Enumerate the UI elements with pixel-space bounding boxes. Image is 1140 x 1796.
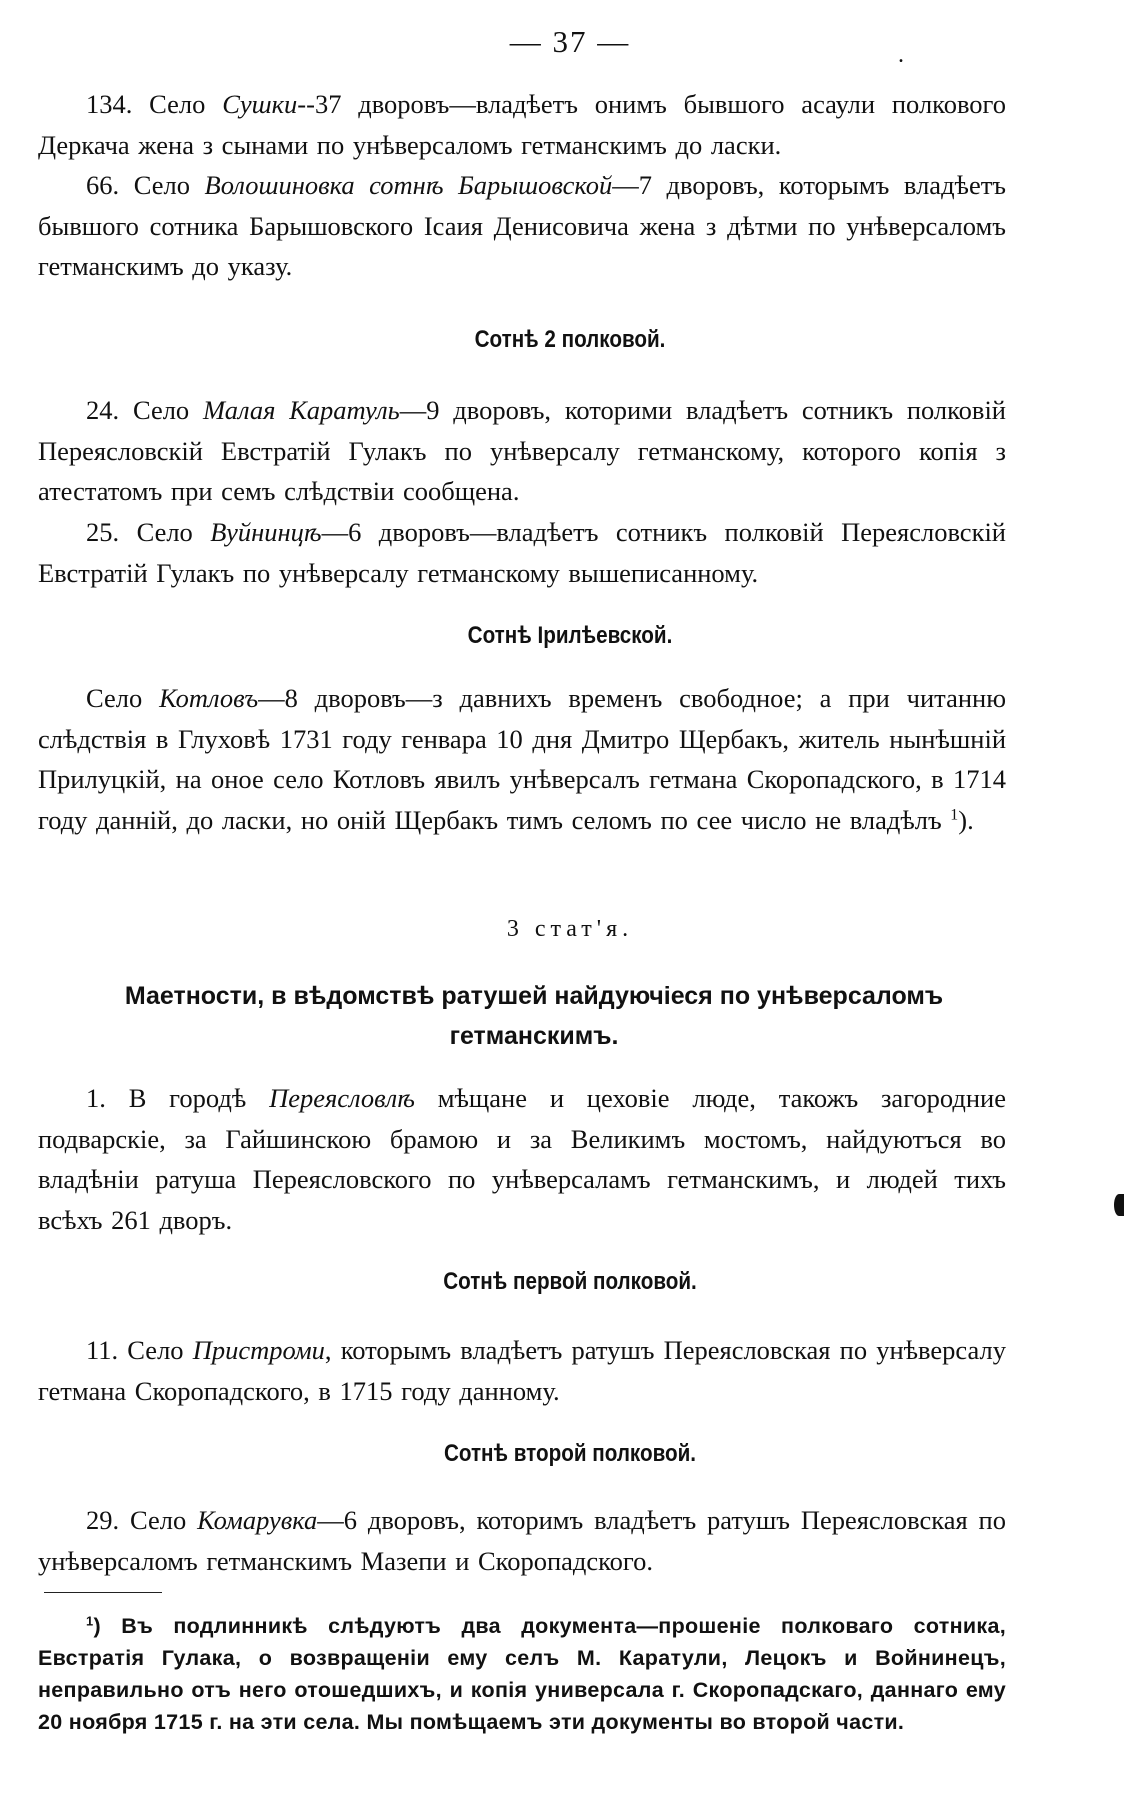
entry-text: , которымъ владѣетъ ратушъ Переясловская по унѣверсалу гетмана Скоропадского, в 1715 году данному. xyxy=(38,1335,1006,1406)
article-heading: 3 стат'я. xyxy=(506,916,634,942)
entry-prefix: Село xyxy=(86,683,160,713)
entry-25 xyxy=(38,512,1006,593)
entry-num: 1. В городѣ xyxy=(86,1083,270,1113)
place-name: Малая Каратуль xyxy=(203,395,400,425)
entry-29 xyxy=(38,1500,1006,1581)
footnote-mark: 1 xyxy=(86,1613,94,1629)
entry-text: --37 дворовъ—владѣетъ онимъ бывшого асаули полкового Деркача жена з сынами по унѣверсаломъ гетманскимъ до ласки. xyxy=(38,89,1006,160)
place-name: Котловъ xyxy=(159,683,259,713)
section-heading-pervoi: Сотнѣ первой полковой. xyxy=(443,1268,697,1295)
section-heading-sotne-2: Сотнѣ 2 полковой. xyxy=(474,326,666,353)
entry-kotlov xyxy=(38,678,1006,840)
footnote-reference: 1 xyxy=(950,805,959,823)
entry-text: мѣщане и цеховіе люде, такожъ загородние подварскіе, за Гайшинскою брамою и за Великимъ мостомъ, найдуютъся во владѣніи ратуша Переясловского по унѣверсаламъ гетманскимъ, и людей тихъ всѣхъ 261 дворъ. xyxy=(38,1083,1006,1235)
place-name: Вуйнинцѣ xyxy=(210,517,322,547)
entry-134 xyxy=(38,84,1006,165)
entry-tail: ). xyxy=(958,804,974,835)
section-heading-vtoroi: Сотнѣ второй полковой. xyxy=(443,1440,697,1467)
entry-66 xyxy=(38,165,1006,287)
entry-text: —7 дворовъ, которымъ владѣетъ бывшого сотника Барышовского Ісаия Денисовича жена з дѣтми по унѣверсаломъ гетманскимъ до указу. xyxy=(38,170,1006,281)
place-name: Пристроми xyxy=(192,1335,325,1365)
entry-num: 66. Село xyxy=(86,170,205,200)
entry-num: 11. Село xyxy=(86,1335,193,1365)
entry-11 xyxy=(38,1330,1006,1411)
main-heading-line-2: гетманскимъ. xyxy=(449,1022,619,1050)
entry-1 xyxy=(38,1078,1006,1240)
page-number: — 37 — xyxy=(509,24,631,59)
footnote-text: ) Въ подлинникѣ слѣдуютъ два документа—прошеніе полковаго сотника, Евстратія Гулака, о возвращеніи ему селъ М. Каратули, Лецокъ и Войнинецъ, неправильно отъ него отошедшихъ, и копія универсала г. Скоропадскаго, даннаго ему 20 ноября 1715 г. на эти села. Мы помѣщаемъ эти документы во второй части. xyxy=(38,1614,1006,1734)
entry-text: —9 дворовъ, которими владѣетъ сотникъ полковій Переясловскій Евстратій Гулакъ по унѣверсалу гетманскому, которого копія з атестатомъ при семъ слѣдствіи сообщена. xyxy=(38,395,1006,506)
section-heading-irlevskoi: Сотнѣ Ірилѣевской. xyxy=(467,622,673,649)
margin-ink-mark xyxy=(1114,1194,1124,1216)
entry-text: —6 дворовъ, которимъ владѣетъ ратушъ Переясловская по унѣверсаломъ гетманскимъ Мазепи и Скоропадского. xyxy=(38,1505,1006,1576)
place-name: Переясловлѣ xyxy=(269,1083,415,1113)
entry-num: 29. Село xyxy=(86,1505,198,1535)
ink-speck: . xyxy=(898,42,904,68)
footnote xyxy=(38,1610,1006,1738)
entry-num: 134. Село xyxy=(86,89,223,119)
place-name: Сушки xyxy=(222,89,298,119)
entry-text: —8 дворовъ—з давнихъ временъ свободное; а при читанню слѣдствія в Глуховѣ 1731 году генвара 10 дня Дмитро Щербакъ, житель нынѣшній Прилуцкій, на оное село Котловъ явилъ унѣверсалъ гетмана Скоропадского, в 1714 году данній, до ласки, но оній Щербакъ тимъ селомъ по сее число не владѣлъ xyxy=(38,683,1006,835)
footnote-divider xyxy=(44,1592,162,1593)
entry-num: 25. Село xyxy=(86,517,211,547)
main-heading-line-1: Маетности, в вѣдомствѣ ратушей найдуючіеся по унѣверсаломъ xyxy=(124,982,944,1010)
main-heading xyxy=(50,976,1018,1056)
entry-num: 24. Село xyxy=(86,395,203,425)
entry-text: —6 дворовъ—владѣетъ сотникъ полковій Переясловскій Евстратій Гулакъ по унѣверсалу гетманскому вышеписанному. xyxy=(38,517,1006,588)
entry-24 xyxy=(38,390,1006,512)
place-name: Комарувка xyxy=(197,1505,318,1535)
place-name: Волошиновка сотнѣ Барышовской xyxy=(204,170,613,200)
